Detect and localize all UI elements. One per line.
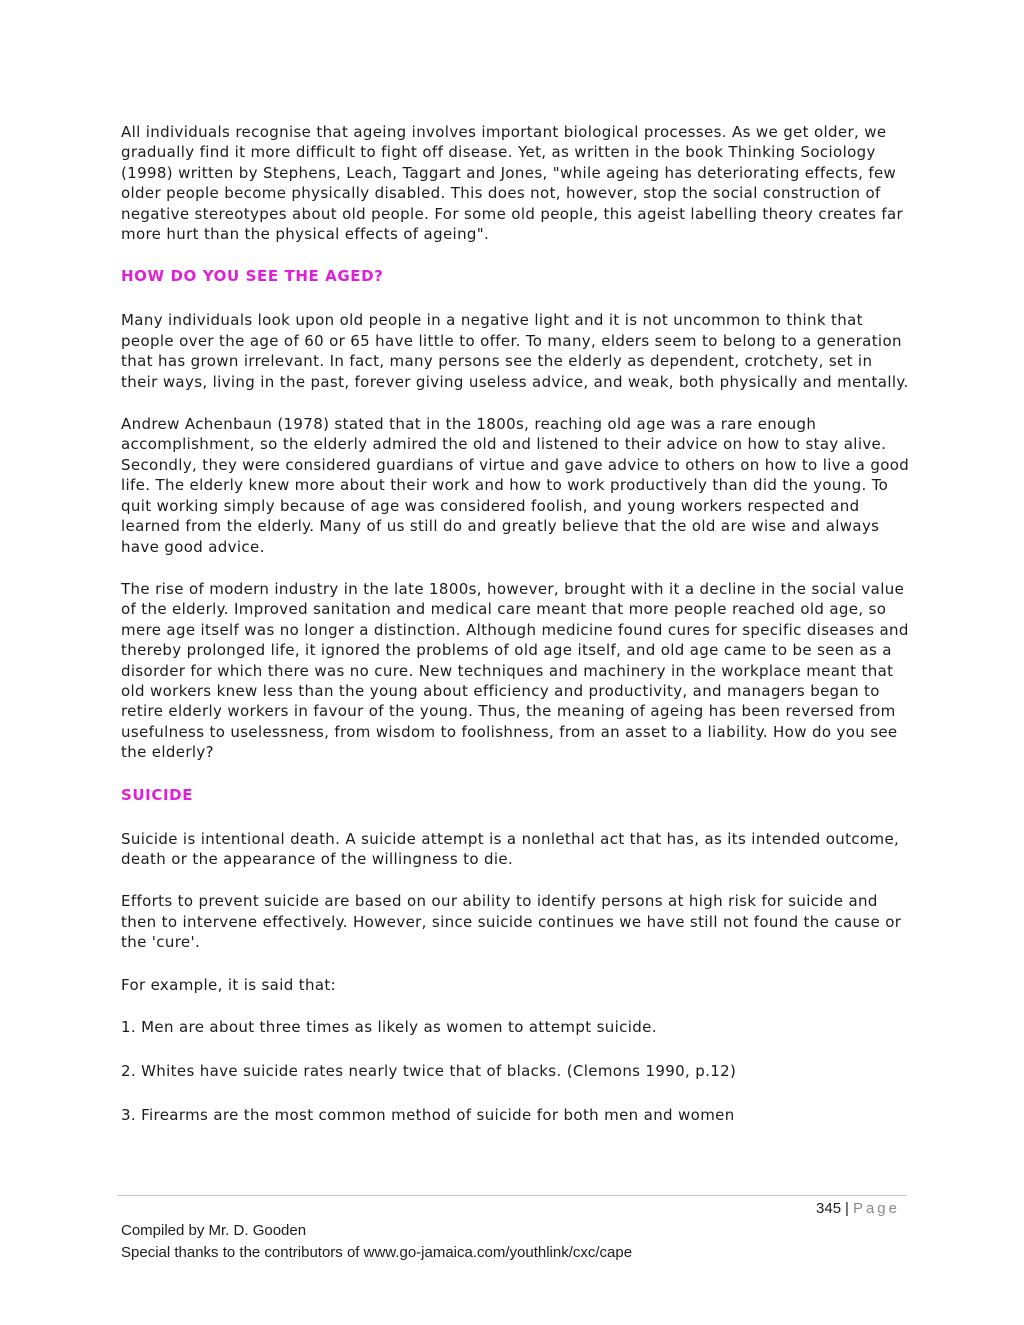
footer-divider <box>117 1195 907 1196</box>
paragraph-for-example: For example, it is said that: <box>121 975 337 994</box>
paragraph-suicide-prevention: Efforts to prevent suicide are based on our ability to identify persons at high risk for suicide and then to intervene effectively. However, since suicide continues we have still not found the cause or the 'cure'. <box>121 892 902 952</box>
paragraph-achenbaun: Andrew Achenbaun (1978) stated that in the 1800s, reaching old age was a rare enough accomplishment, so the elderly admired the old and listened to their advice on how to stay alive. Secondly, they were considered guardians of virtue and gave advice to others on how to live a good life. The elderly knew more about their work and how to work productively than did the young. To quit working simply because of age was considered foolish, and young workers respected and learned from the elderly. Many of us still do and greatly believe that the old are wise and always have good advice. <box>121 415 910 556</box>
page-number-separator: | <box>845 1200 849 1217</box>
page-number-value: 345 <box>816 1200 842 1217</box>
paragraph-ageing-biology: All individuals recognise that ageing involves important biological processes. As we get older, we gradually find it more difficult to fight off disease. Yet, as written in the book Thinking Sociology (1998) written by Stephens, Leach, Taggart and Jones, "while ageing has deteriorating effects, few older people become physically disabled. This does not, however, stop the social construction of negative stereotypes about old people. For some old people, this ageist labelling theory creates far more hurt than the physical effects of ageing". <box>121 123 904 244</box>
list-item: 1. Men are about three times as likely as women to attempt suicide. <box>121 1018 657 1036</box>
footer-thanks: Special thanks to the contributors of www.go-jamaica.com/youthlink/cxc/cape <box>121 1244 633 1261</box>
page-number <box>760 1199 900 1219</box>
heading-suicide: SUICIDE <box>121 785 194 804</box>
footer-compiled-by: Compiled by Mr. D. Gooden <box>121 1222 307 1239</box>
list-item: 2. Whites have suicide rates nearly twice that of blacks. (Clemons 1990, p.12) <box>121 1062 737 1080</box>
list-item: 3. Firearms are the most common method of suicide for both men and women <box>121 1106 735 1124</box>
document-body <box>121 122 911 1149</box>
heading-how-do-you-see-the-aged: HOW DO YOU SEE THE AGED? <box>121 267 384 286</box>
paragraph-modern-industry: The rise of modern industry in the late 1800s, however, brought with it a decline in the social value of the elderly. Improved sanitation and medical care meant that more people reached old age, so mere age itself was no longer a distinction. Although medicine found cures for specific diseases and thereby prolonged life, it ignored the problems of old age itself, and old age came to be seen as a disorder for which there was no cure. New techniques and machinery in the workplace meant that old workers knew less than the young about efficiency and productivity, and managers began to retire elderly workers in favour of the young. Thus, the meaning of ageing has been reversed from usefulness to uselessness, from wisdom to foolishness, from an asset to a liability. How do you see the elderly? <box>121 579 909 762</box>
page-word: Page <box>852 1200 900 1217</box>
paragraph-suicide-definition: Suicide is intentional death. A suicide attempt is a nonlethal act that has, as its intended outcome, death or the appearance of the willingness to die. <box>121 829 900 868</box>
paragraph-negative-light: Many individuals look upon old people in a negative light and it is not uncommon to think that people over the age of 60 or 65 have little to offer. To many, elders seem to belong to a generation that has grown irrelevant. In fact, many persons see the elderly as dependent, crotchety, set in their ways, living in the past, forever giving useless advice, and weak, both physically and mentally. <box>121 311 909 391</box>
